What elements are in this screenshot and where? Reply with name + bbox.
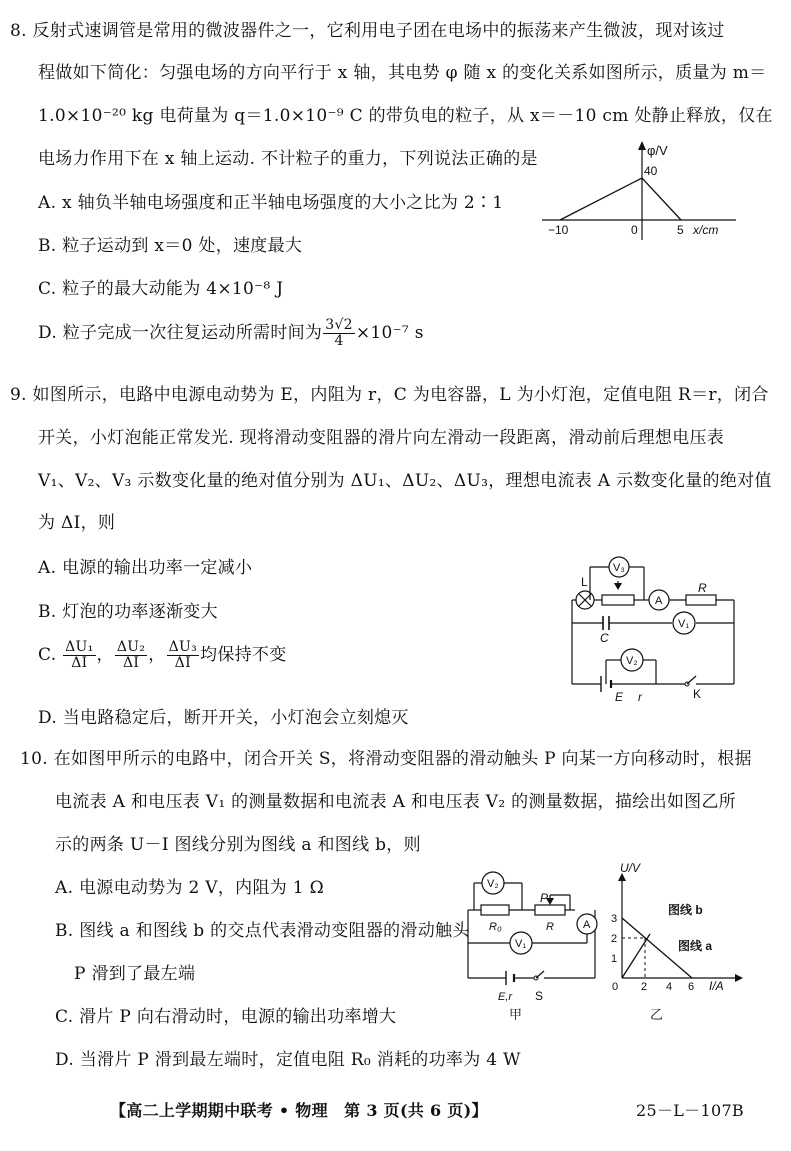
q10-option-a: A. 电源电动势为 2 V，内阻为 1 Ω — [55, 878, 325, 898]
q10-line-2: 电流表 A 和电压表 V₁ 的测量数据和电流表 A 和电压表 V₂ 的测量数据，描绘出如图乙所 — [55, 792, 737, 812]
q10-er-label: E,r — [498, 991, 513, 1003]
q10-caption-jia: 甲 — [509, 1007, 523, 1020]
q10-rheostat-r — [535, 905, 565, 915]
q9-option-b: B. 灯泡的功率逐渐变大 — [38, 602, 218, 622]
q9-option-c-suffix: 均保持不变 — [200, 645, 287, 665]
q10-r0-label: R₀ — [489, 921, 502, 933]
q8-option-d-suffix: ×10⁻⁷ s — [355, 323, 424, 343]
q8-tick-neg10: −10 — [548, 223, 569, 237]
q9-fraction-1-den: ΔI — [71, 655, 88, 671]
q9-rheostat — [602, 595, 634, 605]
q8-option-d-denominator: 4 — [334, 333, 344, 349]
q10-graph-x0: 0 — [612, 981, 619, 993]
q9-line-2: 开关，小灯泡能正常发光. 现将滑动变阻器的滑片向左滑动一段距离，滑动前后理想电压表 — [38, 428, 725, 448]
q8-option-c: C. 粒子的最大动能为 4×10⁻⁸ J — [38, 279, 284, 299]
q9-c-label: C — [600, 631, 609, 645]
q9-fraction-1 — [63, 640, 95, 671]
q10-caption-yi: 乙 — [650, 1007, 664, 1020]
q8-potential-line — [560, 178, 681, 220]
q9-line-1: 9. 如图所示，电路中电源电动势为 E，内阻为 r，C 为电容器，L 为小灯泡，定值电阻 R＝r，闭合 — [10, 385, 769, 405]
q10-option-c: C. 滑片 P 向右滑动时，电源的输出功率增大 — [55, 1007, 397, 1027]
q10-switch-s — [534, 971, 544, 980]
q9-line-3: V₁、V₂、V₃ 示数变化量的绝对值分别为 ΔU₁、ΔU₂、ΔU₃，理想电流表 A 示数变化量的绝对值 — [38, 471, 772, 491]
q8-option-b: B. 粒子运动到 x＝0 处，速度最大 — [38, 236, 303, 256]
q8-option-d-fraction — [323, 318, 355, 349]
q10-s-label: S — [535, 989, 544, 1003]
q9-resistor-r — [686, 595, 716, 605]
q10-graph-x6: 6 — [688, 981, 695, 993]
q8-x-label: x/cm — [693, 223, 719, 237]
q9-circuit-diagram — [562, 545, 747, 705]
q10-option-d: D. 当滑片 P 滑到最左端时，定值电阻 R₀ 消耗的功率为 4 W — [55, 1050, 521, 1070]
q10-resistor-r0 — [481, 905, 509, 915]
q8-option-d-prefix: D. 粒子完成一次往复运动所需时间为 — [38, 323, 323, 343]
q9-option-c-prefix: C. — [38, 645, 57, 665]
q9-option-c — [38, 640, 287, 671]
q9-separator-2: ， — [148, 645, 166, 665]
q10-graph-y1: 1 — [611, 953, 618, 965]
q9-capacitor — [603, 616, 609, 630]
q8-line-3: 1.0×10⁻²⁰ kg 电荷量为 q＝1.0×10⁻⁹ C 的带负电的粒子，从 x＝－10 cm 处静止释放，仅在 — [38, 106, 773, 126]
page-footer-code: 25－L－107B — [636, 1101, 744, 1120]
q10-circuit-jia — [462, 868, 602, 1020]
q8-y-label: φ/V — [647, 143, 668, 158]
q10-option-b-line-1: B. 图线 a 和图线 b 的交点代表滑动变阻器的滑动触头 — [55, 921, 470, 941]
q9-v2-label: V₂ — [626, 655, 638, 667]
q10-graph-y2: 2 — [611, 933, 618, 945]
q8-tick-0: 0 — [631, 223, 638, 237]
q9-l-label: L — [581, 575, 588, 589]
q10-r-label: R — [546, 921, 554, 933]
q10-battery — [506, 971, 514, 985]
q9-option-d: D. 当电路稳定后，断开开关，小灯泡会立刻熄灭 — [38, 708, 409, 728]
q8-line-2: 程做如下简化：匀强电场的方向平行于 x 轴，其电势 φ 随 x 的变化关系如图所示，质量为 m＝ — [38, 63, 767, 83]
q9-fraction-3-den: ΔI — [174, 655, 191, 671]
q8-option-d-numerator: 3√2 — [325, 317, 353, 333]
q8-option-d — [38, 318, 424, 349]
q10-graph-x-label: I/A — [709, 979, 724, 993]
q9-fraction-2 — [115, 640, 147, 671]
q8-peak-label: 40 — [644, 164, 658, 178]
q8-line-1: 8. 反射式速调管是常用的微波器件之一，它利用电子团在电场中的振荡来产生微波，现对该过 — [10, 21, 725, 41]
q10-a-label: A — [583, 919, 591, 931]
q8-potential-graph — [538, 138, 738, 240]
q9-fraction-1-num: ΔU₁ — [65, 639, 94, 655]
q9-r-small-label: r — [638, 690, 642, 704]
q10-line-b — [622, 934, 650, 978]
q10-option-b-line-2: P 滑到了最左端 — [74, 964, 196, 984]
q10-line-3: 示的两条 U－I 图线分别为图线 a 和图线 b，则 — [55, 835, 421, 855]
q9-separator-1: ， — [96, 645, 114, 665]
q9-fraction-3 — [167, 640, 199, 671]
page-footer-title: 【高二上学期期中联考 • 物理 第 3 页(共 6 页)】 — [110, 1101, 488, 1120]
q10-graph-line-a-label: 图线 a — [678, 939, 713, 953]
q10-graph-x4: 4 — [666, 981, 673, 993]
q8-tick-5: 5 — [677, 223, 684, 237]
q9-fraction-3-num: ΔU₃ — [168, 639, 198, 655]
q9-v3-label: V₃ — [613, 562, 625, 574]
q8-y-arrow — [638, 141, 646, 150]
q9-a-label: A — [655, 595, 663, 607]
q9-line-4: 为 ΔI，则 — [38, 513, 116, 533]
q10-line-1: 10. 在如图甲所示的电路中，闭合开关 S，将滑动变阻器的滑动触头 P 向某一方向移动时，根据 — [20, 749, 752, 769]
q9-r-label: R — [698, 581, 707, 595]
q10-graph-y-label: U/V — [620, 862, 641, 875]
q9-switch-k — [685, 676, 696, 686]
q8-line-4: 电场力作用下在 x 轴上运动. 不计粒子的重力，下列说法正确的是 — [38, 149, 538, 169]
q9-lamp-icon — [576, 591, 594, 609]
q10-graph-line-b-label: 图线 b — [668, 903, 703, 917]
q9-v1-label: V₁ — [678, 618, 690, 630]
q10-v1-label: V₁ — [515, 938, 527, 950]
q9-e-label: E — [615, 690, 624, 704]
q10-v2-label: V₂ — [487, 878, 499, 890]
q10-uvi-graph-yi — [606, 862, 746, 1020]
q10-graph-x2: 2 — [641, 981, 648, 993]
q10-p-label: P — [540, 891, 549, 905]
q9-fraction-2-den: ΔI — [122, 655, 140, 671]
q8-option-a: A. x 轴负半轴电场强度和正半轴电场强度的大小之比为 2∶1 — [38, 193, 504, 213]
q10-graph-y3: 3 — [611, 913, 618, 925]
q9-option-a: A. 电源的输出功率一定减小 — [38, 558, 253, 578]
q9-k-label: K — [693, 687, 702, 701]
q10-graph-x-arrow — [735, 974, 743, 982]
q9-fraction-2-num: ΔU₂ — [116, 639, 146, 655]
